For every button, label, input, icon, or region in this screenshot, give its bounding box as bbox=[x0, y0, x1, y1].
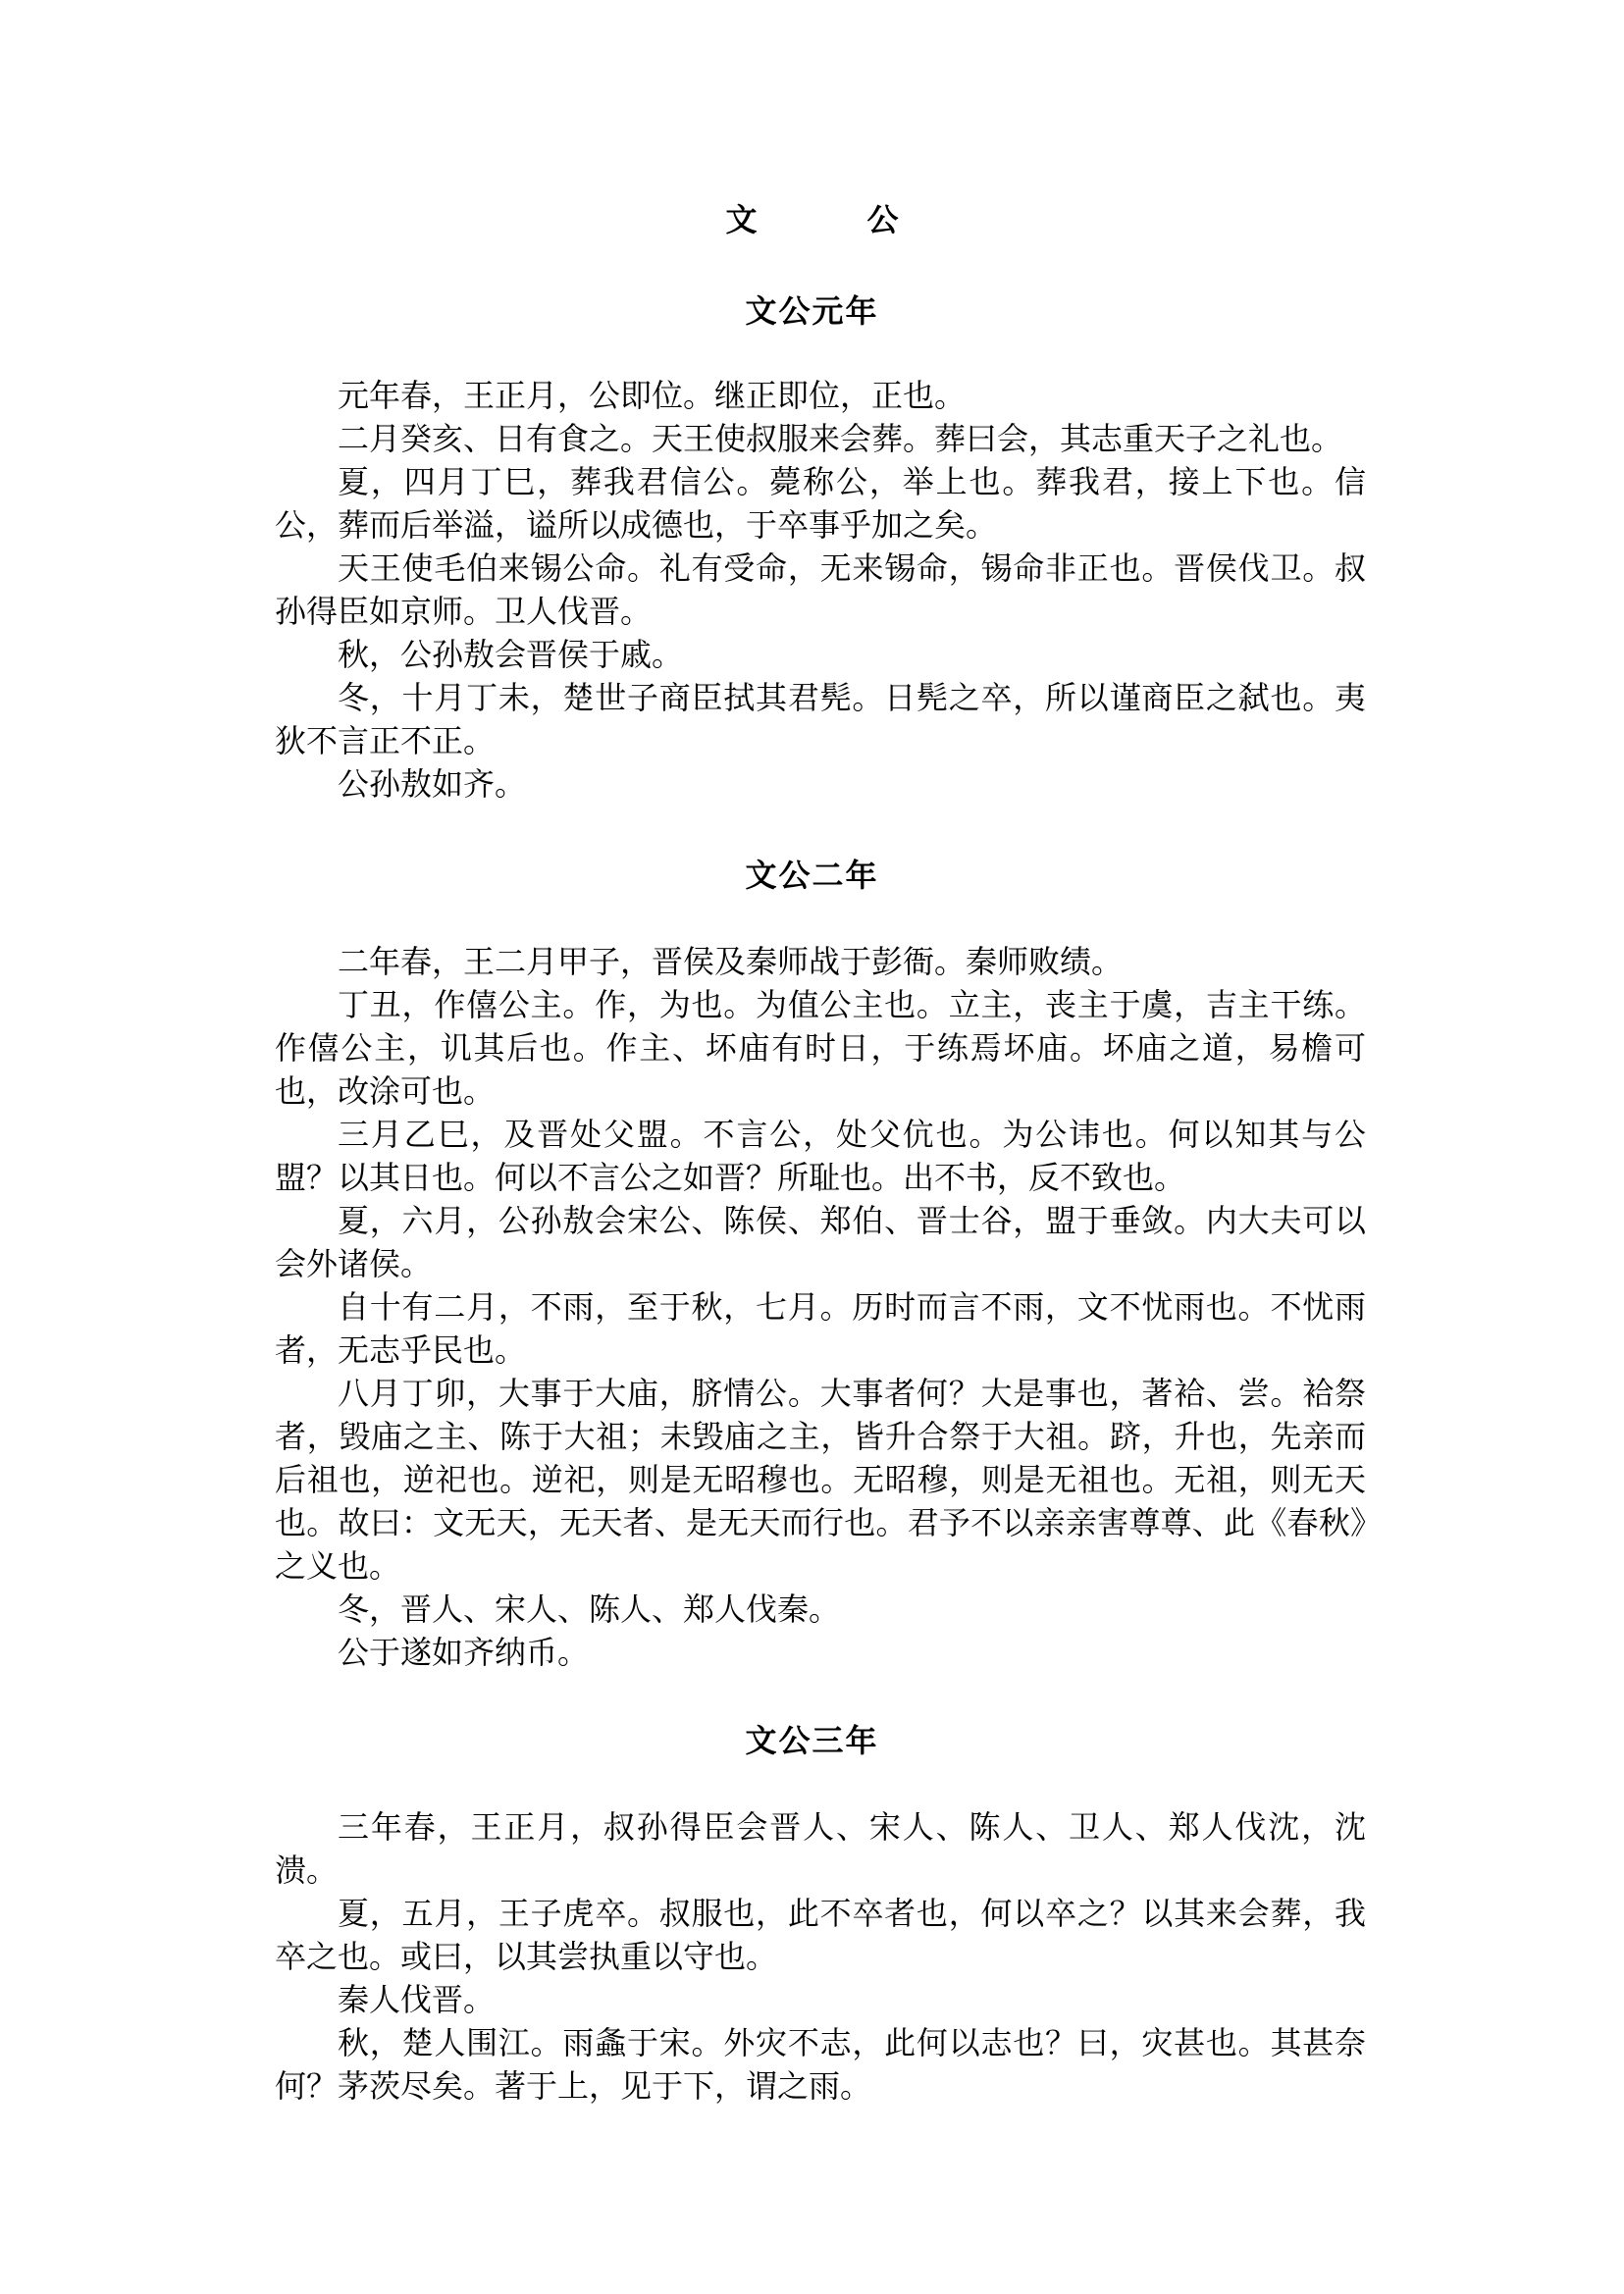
paragraph: 公于遂如齐纳币。 bbox=[338, 1634, 590, 1671]
paragraph: 夏，六月，公孙敖会宋公、陈侯、郑伯、晋士谷，盟于垂敛。内大夫可以会外诸侯。 bbox=[275, 1202, 1366, 1282]
paragraph: 秦人伐晋。 bbox=[338, 1981, 496, 2018]
paragraph: 夏，五月，王子虎卒。叔服也，此不卒者也，何以卒之？以其来会葬，我卒之也。或曰，以其尝执重以守也。 bbox=[275, 1895, 1366, 1975]
paragraph: 公孙敖如齐。 bbox=[338, 765, 527, 803]
paragraph: 三月乙巳，及晋处父盟。不言公，处父伉也。为公讳也。何以知其与公盟？以其日也。何以不言公之如晋？所耻也。出不书，反不致也。 bbox=[275, 1116, 1366, 1196]
section-body-year-3 bbox=[275, 1805, 1366, 2108]
section-body-year-2 bbox=[275, 940, 1366, 1674]
paragraph: 元年春，王正月，公即位。继正即位，正也。 bbox=[338, 377, 967, 414]
book-title: 文 公 bbox=[725, 201, 938, 238]
paragraph: 八月丁卯，大事于大庙，脐情公。大事者何？大是事也，著袷、尝。袷祭者，毁庙之主、陈于大祖；未毁庙之主，皆升合祭于大祖。跻，升也，先亲而后祖也，逆祀也。逆祀，则是无昭穆也。无昭穆，则是无祖也。无祖，则无天也。故曰：文无天，无天者、是无天而行也。君予不以亲亲害尊尊、此《春秋》之义也。 bbox=[275, 1375, 1366, 1585]
paragraph: 冬，晋人、宋人、陈人、郑人伐秦。 bbox=[338, 1590, 841, 1628]
section-heading-year-1: 文公元年 bbox=[745, 292, 879, 330]
section-body-year-1 bbox=[275, 374, 1366, 806]
paragraph: 天王使毛伯来锡公命。礼有受命，无来锡命，锡命非正也。晋侯伐卫。叔孙得臣如京师。卫人伐晋。 bbox=[275, 549, 1366, 630]
paragraph: 二年春，王二月甲子，晋侯及秦师战于彭衙。秦师败绩。 bbox=[338, 943, 1124, 980]
paragraph: 秋，公孙敖会晋侯于戚。 bbox=[338, 636, 684, 673]
section-heading-year-2: 文公二年 bbox=[745, 857, 879, 894]
section-heading-year-3: 文公三年 bbox=[745, 1722, 879, 1759]
paragraph: 三年春，王正月，叔孙得臣会晋人、宋人、陈人、卫人、郑人伐沈，沈溃。 bbox=[275, 1808, 1366, 1889]
paragraph: 秋，楚人围江。雨螽于宋。外灾不志，此何以志也？曰，灾甚也。其甚奈何？茅茨尽矣。著于上，见于下，谓之雨。 bbox=[275, 2024, 1366, 2105]
paragraph: 夏，四月丁巳，葬我君信公。薨称公，举上也。葬我君，接上下也。信公，葬而后举溢，谥所以成德也，于卒事乎加之矣。 bbox=[275, 463, 1366, 544]
paragraph: 冬，十月丁未，楚世子商臣拭其君髡。日髡之卒，所以谨商臣之弑也。夷狄不言正不正。 bbox=[275, 679, 1366, 759]
paragraph: 自十有二月，不雨，至于秋，七月。历时而言不雨，文不忧雨也。不忧雨者，无志乎民也。 bbox=[275, 1288, 1366, 1369]
paragraph: 二月癸亥、日有食之。天王使叔服来会葬。葬曰会，其志重天子之礼也。 bbox=[338, 420, 1343, 457]
paragraph: 丁丑，作僖公主。作，为也。为值公主也。立主，丧主于虞，吉主干练。作僖公主，讥其后也。作主、坏庙有时日，于练焉坏庙。坏庙之道，易檐可也，改涂可也。 bbox=[275, 986, 1366, 1110]
